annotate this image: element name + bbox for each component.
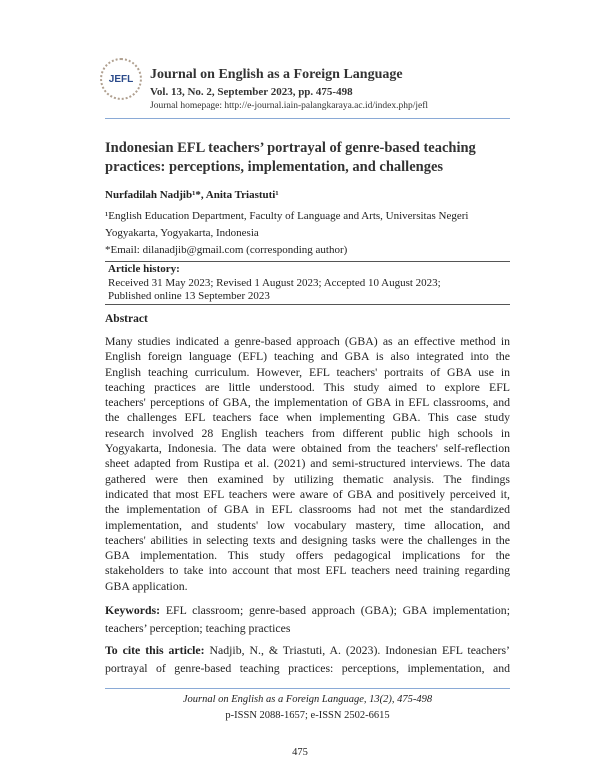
abstract-line: Yogyakarta, Indonesia. The data were obtained from the teachers' self-reflection	[105, 441, 510, 456]
abstract-line: the implementation of GBA in EFL classrooms had not met the standardized	[105, 502, 510, 517]
article-title	[105, 139, 515, 177]
abstract-line: teachers' abilities in selecting texts and designing tasks were the challenges in the	[105, 532, 510, 547]
abstract-line: stakeholders to take into account that most EFL teachers need training regarding	[105, 563, 510, 578]
abstract-line: teaching practices are little understood. This study aimed to explore EFL	[105, 379, 510, 394]
abstract-line: the challenges EFL teachers face when implementing GBA. This case study	[105, 410, 510, 425]
journal-title: Journal on English as a Foreign Language	[150, 67, 403, 82]
authors: Nurfadilah Nadjib¹*, Anita Triastuti¹	[105, 189, 279, 201]
abstract-line: gathered were then examined by utilizing thematic analysis. The findings	[105, 471, 510, 486]
page-number: 475	[292, 747, 308, 758]
affiliation-line: ¹English Education Department, Faculty of Language and Arts, Universitas Negeri	[105, 210, 469, 222]
journal-homepage[interactable]: Journal homepage: http://e-journal.iain-palangkaraya.ac.id/index.php/jefl	[150, 101, 429, 111]
title-line: Indonesian EFL teachers’ portrayal of genre-based teaching	[105, 140, 476, 156]
citation-text: portrayal of genre-based teaching practices: perceptions, implementation, and	[105, 660, 510, 675]
keywords-label: Keywords:	[105, 603, 161, 617]
abstract-line: English foreign language (EFL) teaching and GBA is also integrated into the	[105, 349, 510, 364]
journal-logo: JEFL	[100, 58, 142, 100]
keywords-text: EFL classroom; genre-based approach (GBA); GBA implementation;	[165, 603, 510, 617]
abstract-line: research involved 28 English teachers from different public high schools in	[105, 425, 510, 440]
journal-volume: Vol. 13, No. 2, September 2023, pp. 475-498	[150, 86, 353, 98]
abstract-line: English teaching curriculum. However, EFL teachers' portraits of GBA use in	[105, 364, 510, 379]
keywords-text: teachers’ perception; teaching practices	[105, 620, 291, 635]
abstract-line: GBA application.	[105, 578, 188, 593]
abstract-line: implementation, and students' low vocabulary mastery, time allocation, and	[105, 517, 510, 532]
footer-journal-ref: Journal on English as a Foreign Language, 13(2), 475-498	[182, 694, 433, 705]
abstract-line: GBA implementation. This study offers pedagogical implications for the	[105, 548, 510, 563]
affiliation-line: Yogyakarta, Yogyakarta, Indonesia	[105, 227, 259, 239]
citation-text: Nadjib, N., & Triastuti, A. (2023). Indonesian EFL teachers’	[209, 643, 510, 657]
abstract-heading: Abstract	[105, 313, 148, 325]
abstract-line: teachers' perceptions of GBA, the implementation of GBA in EFL classrooms, and	[105, 395, 510, 410]
abstract-line: Many studies indicated a genre-based approach (GBA) as an effective method in	[105, 334, 510, 348]
article-history	[105, 261, 510, 305]
history-label: Article history:	[108, 263, 180, 275]
title-line: practices: perceptions, implementation, and challenges	[105, 159, 444, 175]
history-line: Received 31 May 2023; Revised 1 August 2023; Accepted 10 August 2023;	[108, 276, 441, 289]
footer	[105, 692, 510, 724]
header-divider	[105, 118, 510, 119]
keywords	[105, 602, 510, 638]
abstract-line: sheet adapted from Rustipa et al. (2021) and semi-structured interviews. The data	[105, 456, 510, 471]
abstract-line: indicated that most EFL teachers were aware of GBA and positively perceived it,	[105, 486, 510, 501]
footer-divider	[105, 688, 510, 689]
footer-issn: p-ISSN 2088-1657; e-ISSN 2502-6615	[225, 710, 390, 721]
citation	[105, 642, 510, 678]
abstract-body	[105, 334, 510, 594]
history-line: Published online 13 September 2023	[108, 290, 270, 302]
email-line: *Email: dilanadjib@gmail.com (corresponding author)	[105, 244, 348, 256]
affiliation	[105, 208, 515, 259]
citation-label: To cite this article:	[105, 643, 205, 657]
